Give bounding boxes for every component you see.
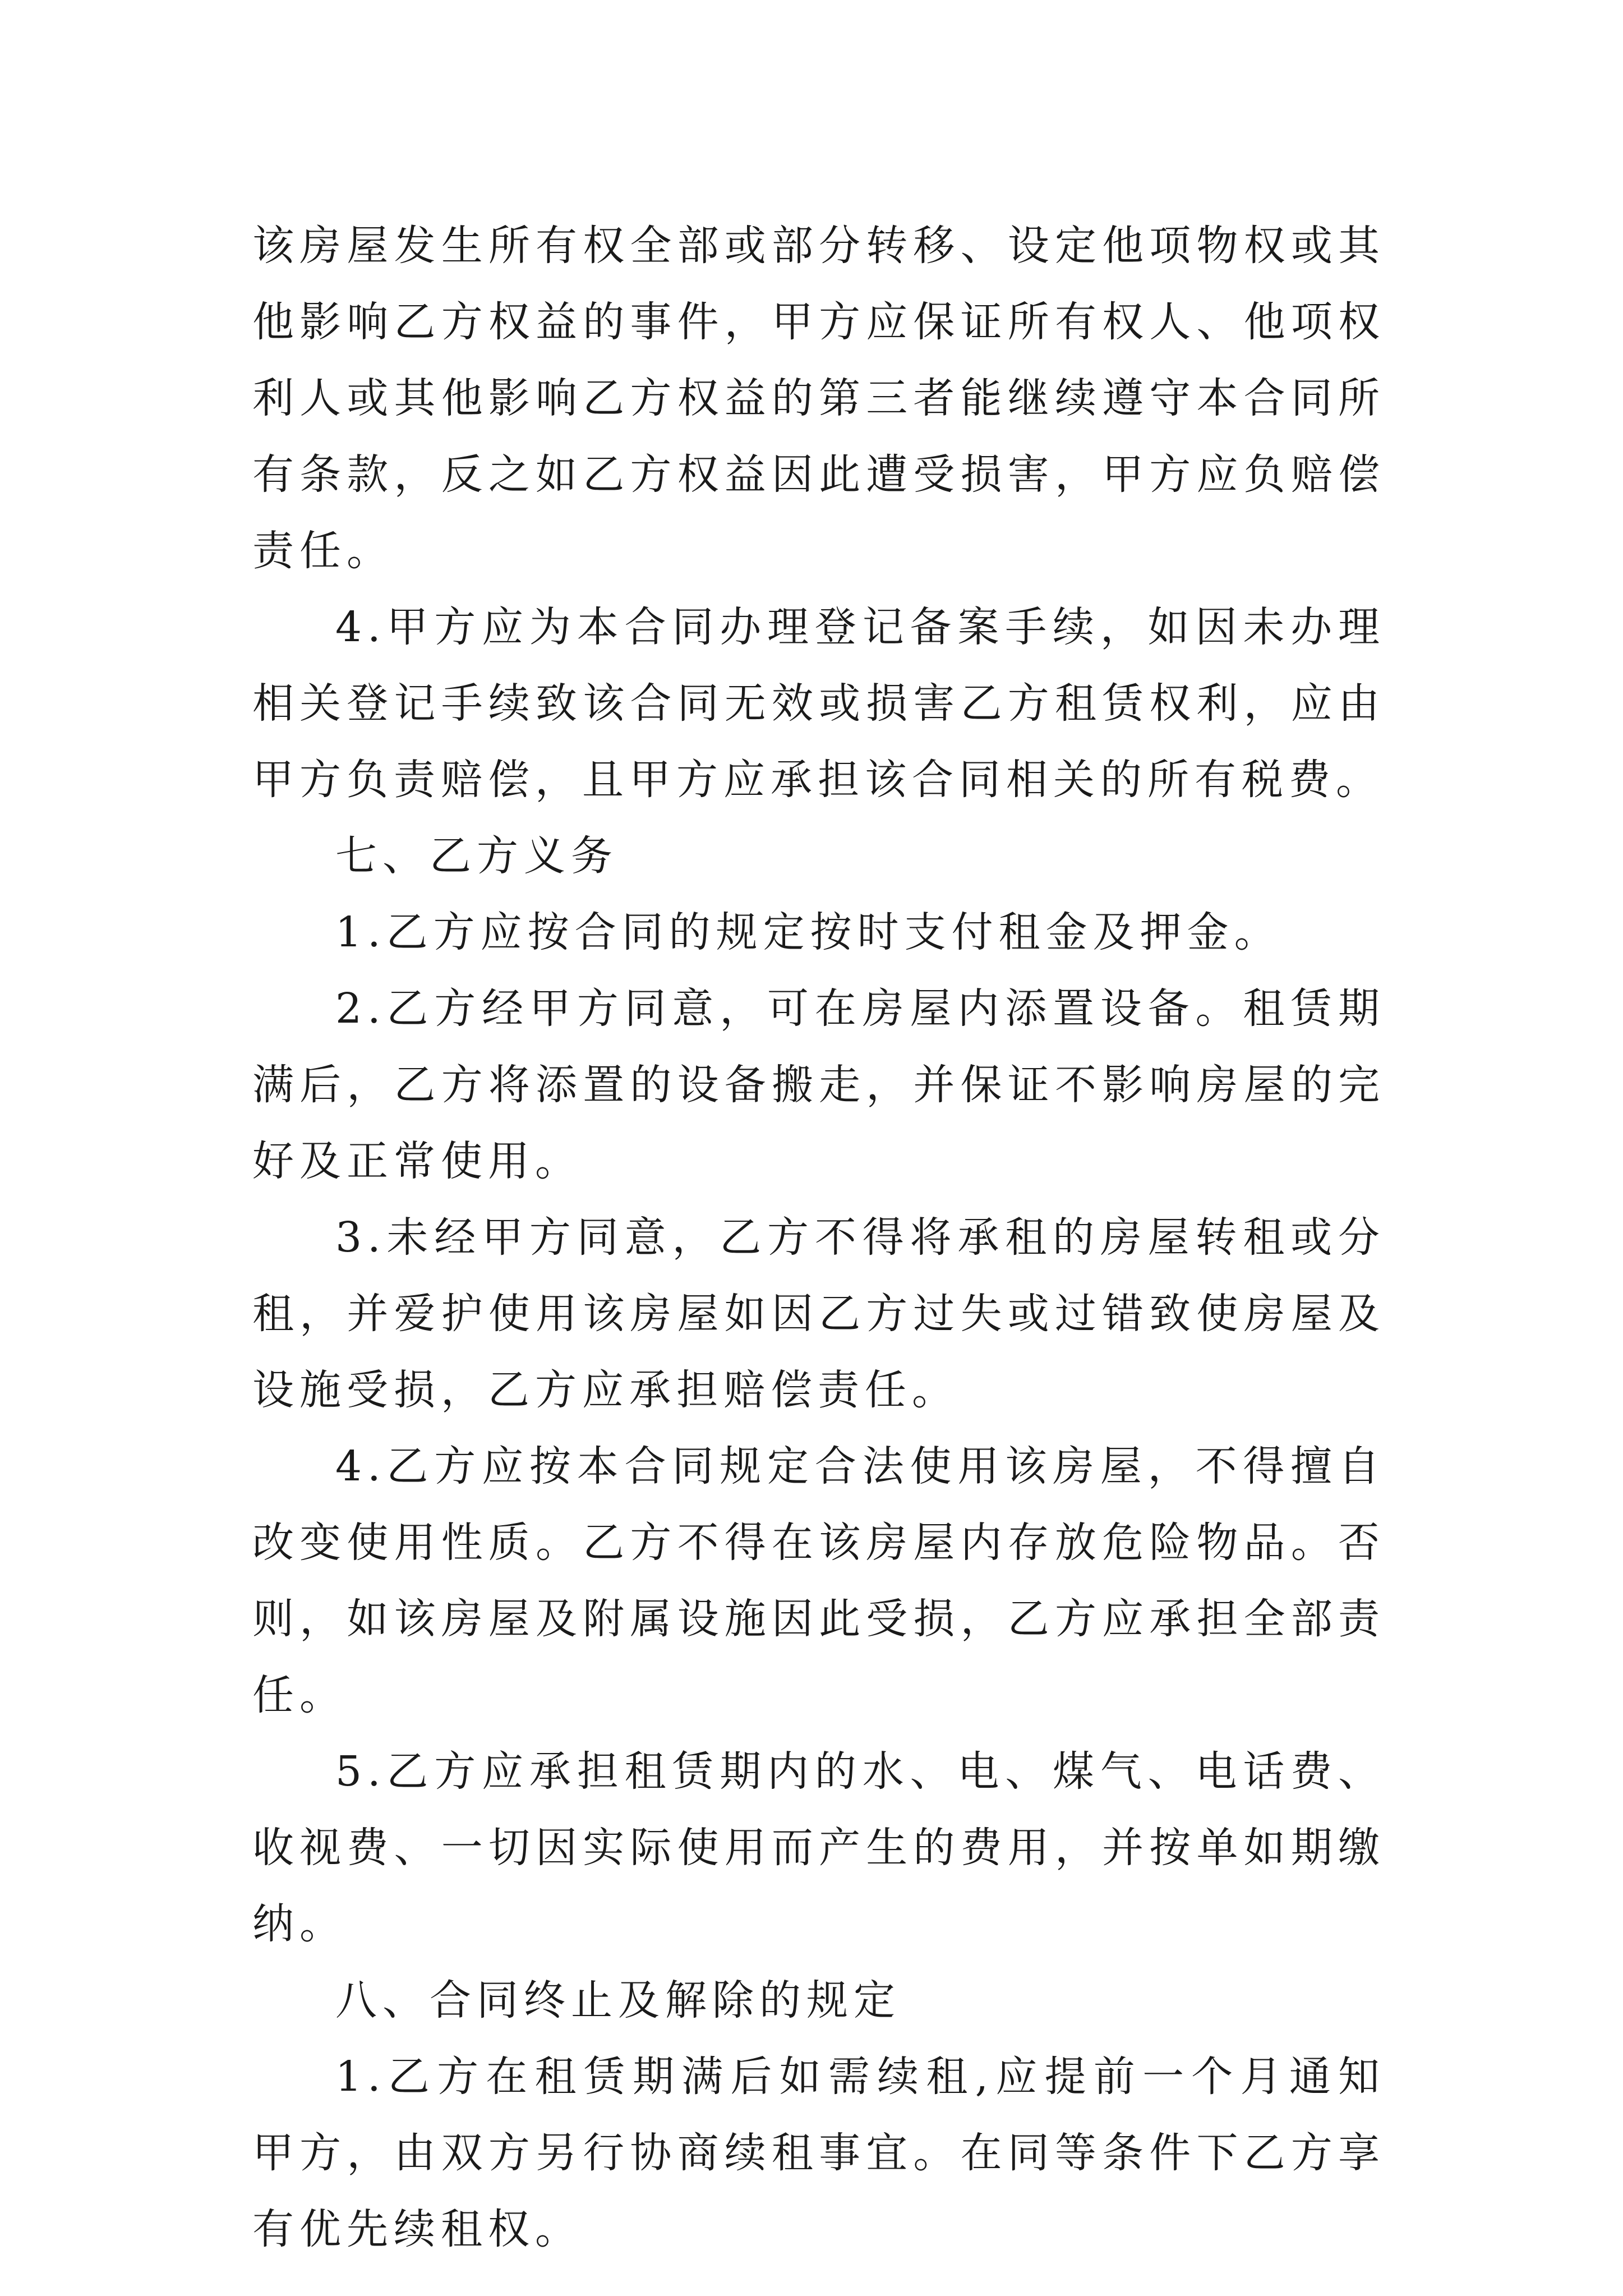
clause-6-4: 4.甲方应为本合同办理登记备案手续，如因未办理相关登记手续致该合同无效或损害乙方租赁权利，应由甲方负责赔偿，且甲方应承担该合同相关的所有税费。 <box>252 603 1385 804</box>
section-heading-7: 七、乙方义务 <box>335 832 618 880</box>
section-heading-8: 八、合同终止及解除的规定 <box>335 1976 901 2024</box>
clause-7-5: 5.乙方应承担租赁期内的水、电、煤气、电话费、收视费、一切因实际使用而产生的费用，并按单如期缴纳。 <box>252 1747 1385 1948</box>
clause-7-1: 1.乙方应按合同的规定按时支付租金及押金。 <box>335 908 1281 956</box>
document-body <box>252 208 1385 2267</box>
clause-7-2: 2.乙方经甲方同意，可在房屋内添置设备。租赁期满后，乙方将添置的设备搬走，并保证不影响房屋的完好及正常使用。 <box>252 984 1385 1185</box>
clause-7-4: 4.乙方应按本合同规定合法使用该房屋，不得擅自改变使用性质。乙方不得在该房屋内存放危险物品。否则，如该房屋及附属设施因此受损，乙方应承担全部责任。 <box>252 1442 1385 1719</box>
clause-8-1: 1.乙方在租赁期满后如需续租,应提前一个月通知甲方，由双方另行协商续租事宜。在同等条件下乙方享有优先续租权。 <box>252 2053 1385 2253</box>
paragraph-continuation: 该房屋发生所有权全部或部分转移、设定他项物权或其他影响乙方权益的事件，甲方应保证所有权人、他项权利人或其他影响乙方权益的第三者能继续遵守本合同所有条款，反之如乙方权益因此遭受损害，甲方应负赔偿责任。 <box>252 222 1385 575</box>
clause-7-3: 3.未经甲方同意，乙方不得将承租的房屋转租或分租，并爱护使用该房屋如因乙方过失或过错致使房屋及设施受损，乙方应承担赔偿责任。 <box>252 1213 1385 1414</box>
